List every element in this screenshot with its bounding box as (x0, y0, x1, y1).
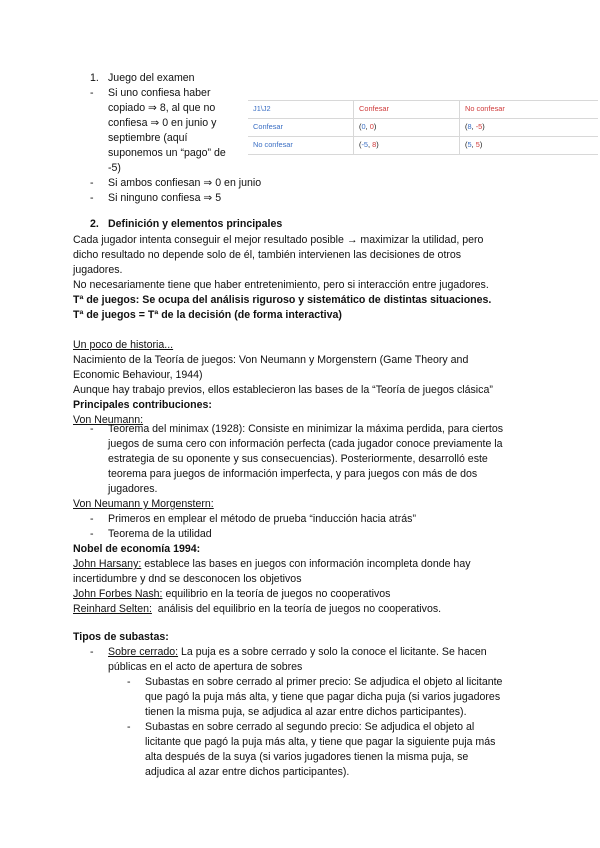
segundo-precio-bullet: Subastas en sobre cerrado al segundo precio: Se adjudica el objeto al licitante que pagó la puja más alta, y tiene que pagar la siguiente puja más alta después de la suya (si varios jugadores tienen la misma puja, se adjudica al azar entre dichos participantes). (145, 721, 496, 778)
table-cell: (8, -5) (460, 119, 599, 137)
bold-statement: Tª de juegos: Se ocupa del análisis riguroso y sistemático de distintas situaciones. (73, 294, 492, 306)
bullet-dash: - (90, 87, 94, 99)
bullet-dash: - (90, 528, 94, 540)
section1-bullet-3: Si ninguno confiesa ⇒ 5 (108, 192, 222, 204)
vnm-label: Von Neumann y Morgenstern: (73, 498, 214, 510)
table-row (248, 119, 598, 137)
section2-paragraph: Cada jugador intenta conseguir el mejor resultado posible → maximizar la utilidad, pero dicho resultado no depende solo de él, también intervienen las decisiones de otros jugadores. No necesariamente tiene que haber entretenimiento, pero si interacción entre jugadores. Tª de juegos: Se ocupa del análisis riguroso y sistemático de distintas situaciones. Tª de juegos = Tª de la decisión (de forma interactiva) (73, 234, 492, 321)
sobre-cerrado-name: Sobre cerrado: (108, 646, 179, 658)
list-number-1: 1. (90, 72, 99, 84)
list-number-2: 2. (90, 218, 99, 230)
vnm-bullet-1: Primeros en emplear el método de prueba “inducción hacia atrás” (108, 513, 416, 525)
bullet-dash: - (90, 423, 94, 435)
bullet-dash: - (90, 177, 94, 189)
history-block: Un poco de historia... Nacimiento de la Teoría de juegos: Von Neumann y Morgenstern (Game Theory and Economic Behaviour, 1944) Aunque hay trabajo previos, ellos establecieron las bases de la “Teoría de juegos clásica” Principales contribuciones: Von Neumann: (73, 339, 493, 426)
bullet-dash: - (127, 721, 131, 733)
section2-title: Definición y elementos principales (108, 218, 283, 230)
table-row-header: No confesar (248, 137, 354, 155)
bold-statement: Tª de juegos = Tª de la decisión (de forma interactiva) (73, 309, 342, 321)
bullet-dash: - (90, 192, 94, 204)
table-cell: (0, 0) (354, 119, 460, 137)
primer-precio-bullet: Subastas en sobre cerrado al primer precio: Se adjudica el objeto al licitante que pagó la puja más alta, y tiene que pagar dicha puja (si varios jugadores tienen la misma puja, se adjudica al azar entre dichos participantes). (145, 676, 503, 718)
table-corner: J1\J2 (248, 101, 354, 119)
section1-bullet-2: Si ambos confiesan ⇒ 0 en junio (108, 177, 262, 189)
section1-bullet-1: Si uno confiesa haber copiado ⇒ 8, al que no confiesa ⇒ 0 en junio y septiembre (aquí suponemos un “pago” de -5) (108, 87, 226, 174)
table-row (248, 101, 598, 119)
auctions-heading: Tipos de subastas: (73, 631, 169, 643)
section1-title: Juego del examen (108, 72, 195, 84)
contributions-heading: Principales contribuciones: (73, 399, 212, 411)
bullet-dash: - (90, 513, 94, 525)
table-cell: (-5, 8) (354, 137, 460, 155)
table-col-header: No confesar (460, 101, 599, 119)
payoff-table (248, 100, 598, 155)
minimax-bullet: Teorema del minimax (1928): Consiste en minimizar la máxima perdida, para ciertos juegos de suma cero con información perfecta (cada jugador conoce previamente la estrategia de su oponente y sus consecuencias). Posteriormente, desarrolló este teorema para juegos de información imperfecta, y para juegos con más de dos jugadores. (108, 423, 504, 495)
table-cell: (5, 5) (460, 137, 599, 155)
nobel-block: Nobel de economía 1994: John Harsany: establece las bases en juegos con información incompleta donde hay incertidumbre y dnd se desconocen los objetivos John Forbes Nash: equilibrio en la teoría de juegos no cooperativos Reinhard Selten: análisis del equilibrio en la teoría de juegos no cooperativos. (73, 543, 471, 615)
bullet-dash: - (127, 676, 131, 688)
history-heading: Un poco de historia... (73, 339, 174, 351)
nash-name: John Forbes Nash: (73, 588, 163, 600)
table-col-header: Confesar (354, 101, 460, 119)
vnm-bullet-2: Teorema de la utilidad (108, 528, 212, 540)
bullet-dash: - (90, 646, 94, 658)
sobre-cerrado-bullet: Sobre cerrado: La puja es a sobre cerrado y solo la conoce el licitante. Se hacen públicas en el acto de apertura de sobres (108, 646, 487, 673)
harsany-name: John Harsany: (73, 558, 142, 570)
table-row-header: Confesar (248, 119, 354, 137)
nobel-heading: Nobel de economía 1994: (73, 543, 201, 555)
table-row (248, 137, 598, 155)
selten-name: Reinhard Selten: (73, 603, 152, 615)
von-neumann-label: Von Neumann: (73, 414, 144, 426)
